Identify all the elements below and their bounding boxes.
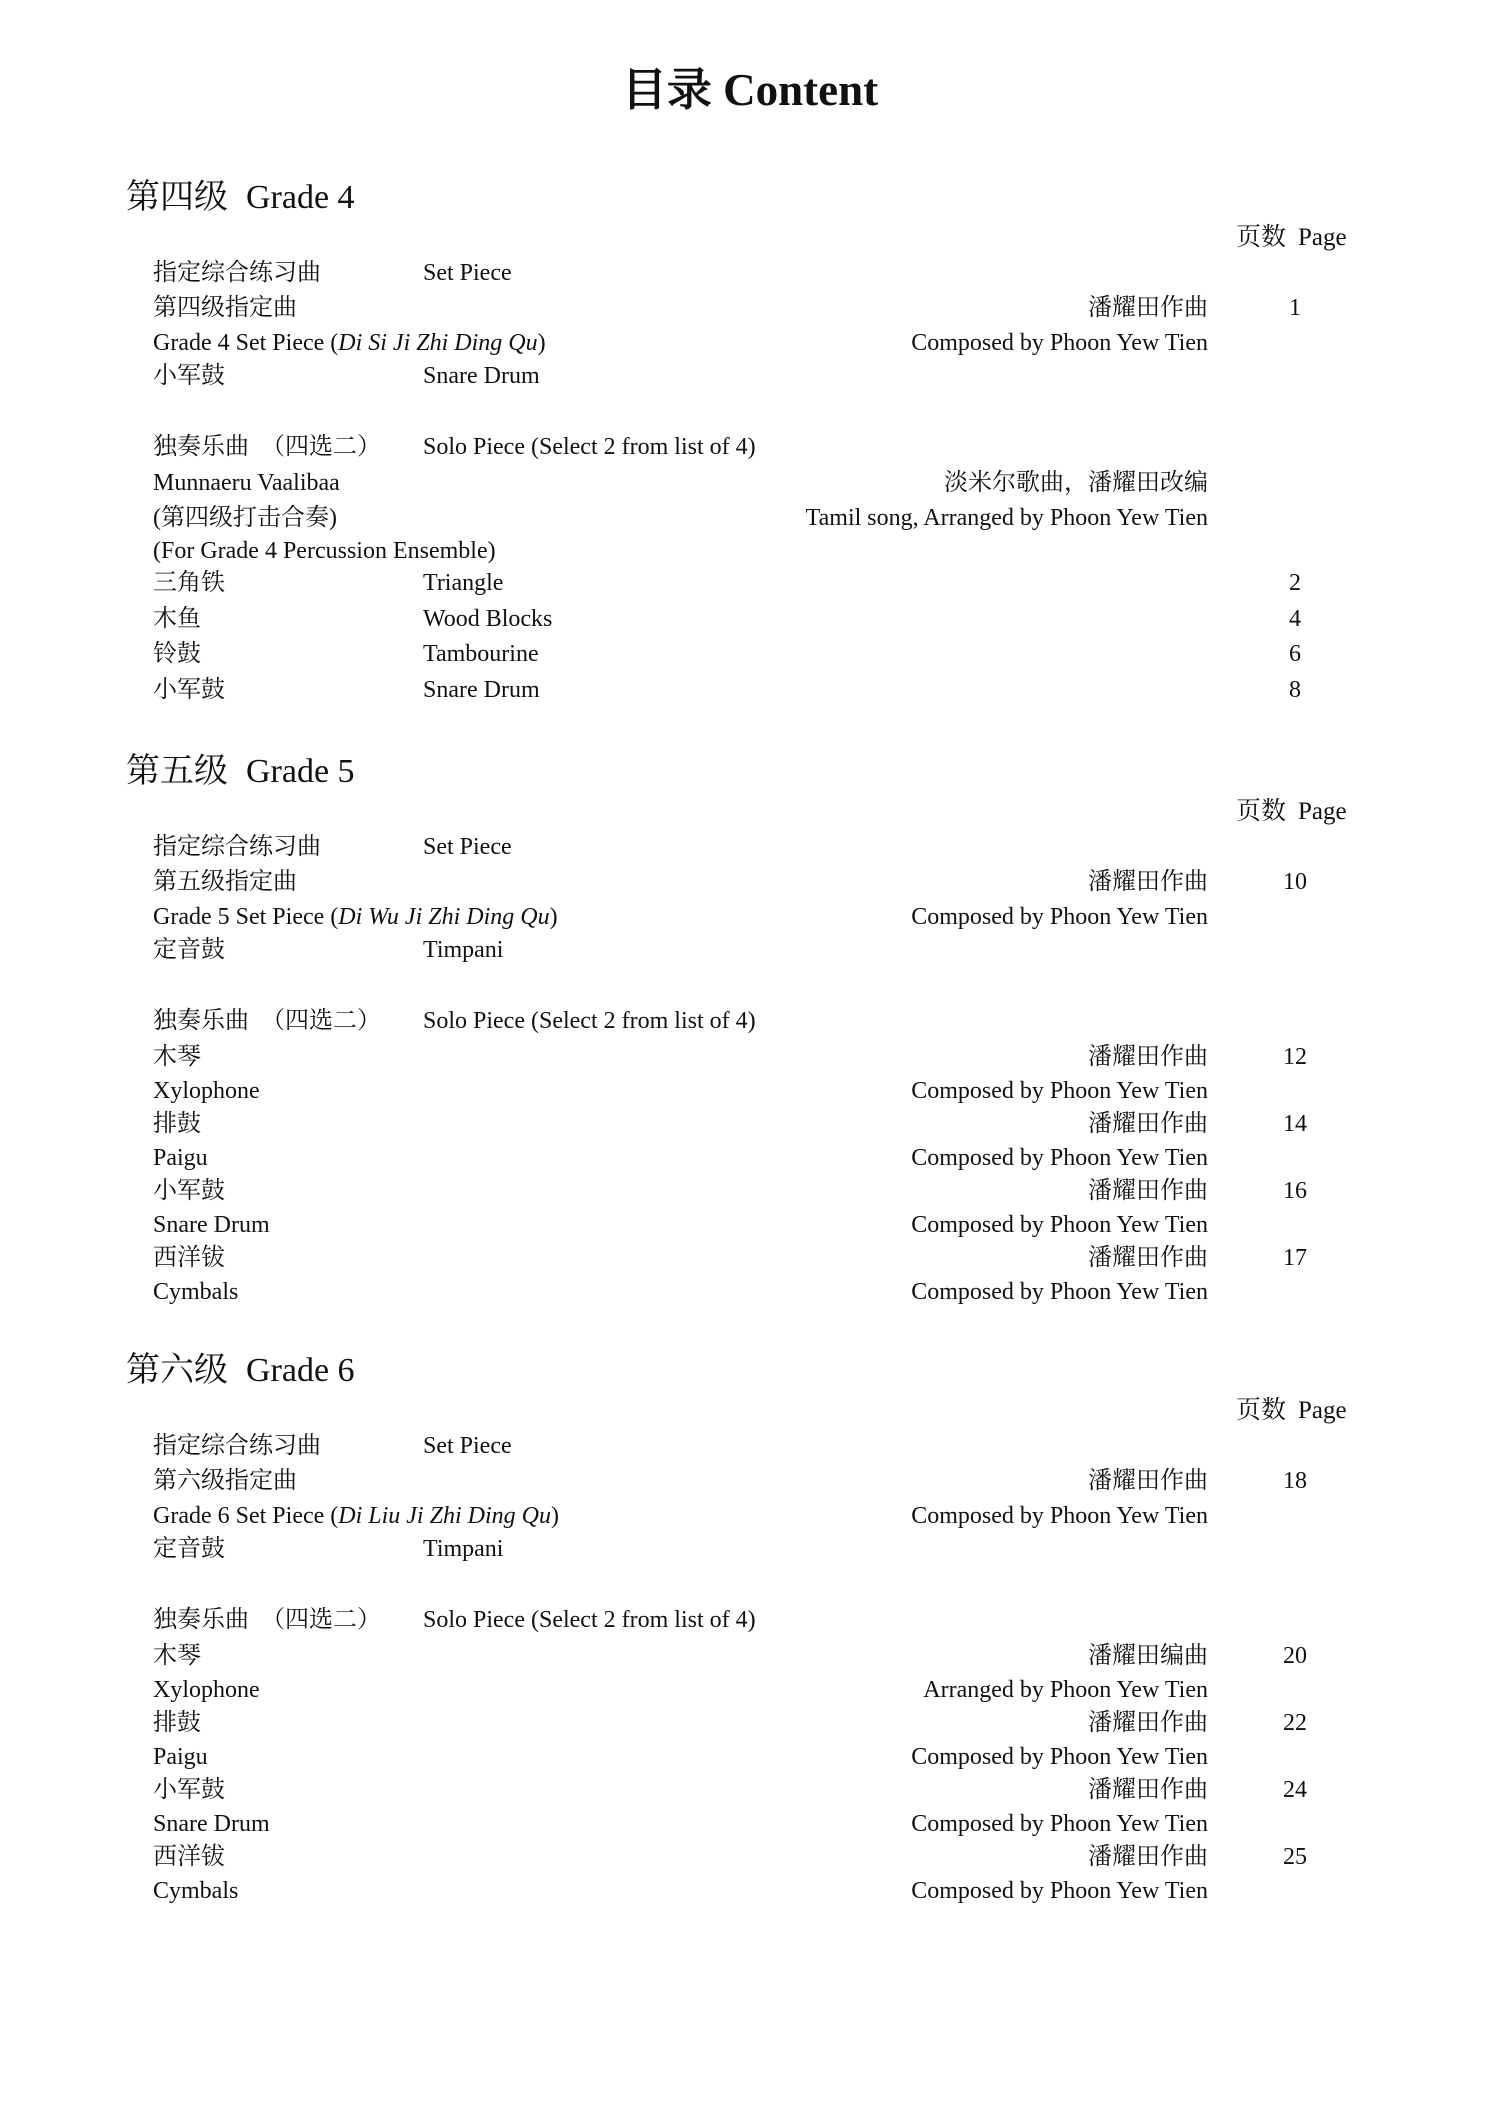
list-item — [0, 1773, 1500, 1807]
list-item — [0, 602, 1500, 636]
composer-en: Composed by Phoon Yew Tien — [911, 1503, 1208, 1529]
set-piece-en-row — [0, 1499, 1500, 1533]
grade-heading-en: Grade 6 — [246, 1352, 355, 1389]
grade-heading-zh: 第四级 — [126, 179, 228, 216]
piece-title-en: Grade 5 Set Piece (Di Wu Ji Zhi Ding Qu) — [153, 904, 558, 930]
grade-heading-en: Grade 5 — [246, 753, 355, 790]
composer-zh: 潘耀田作曲 — [1088, 1710, 1208, 1736]
composer-en: Composed by Phoon Yew Tien — [911, 904, 1208, 930]
list-item — [0, 1040, 1500, 1074]
list-item — [0, 1107, 1500, 1141]
set-piece-label-en: Set Piece — [423, 1433, 512, 1459]
instrument-en: Timpani — [423, 1536, 504, 1562]
page-number: 1 — [1289, 295, 1301, 321]
ensemble-en: (For Grade 4 Percussion Ensemble) — [153, 538, 496, 564]
piece-title-en: Paigu — [153, 1145, 208, 1171]
page-number: 22 — [1283, 1710, 1307, 1736]
grade-heading-zh: 第六级 — [126, 1352, 228, 1389]
page-number: 4 — [1289, 606, 1301, 632]
page-number: 25 — [1283, 1844, 1307, 1870]
piece-title-zh: 排鼓 — [153, 1111, 201, 1137]
set-piece-label-row — [0, 256, 1500, 290]
list-item — [0, 1874, 1500, 1908]
page-header-en: Page — [1298, 1397, 1347, 1424]
piece-title-en: Grade 4 Set Piece (Di Si Ji Zhi Ding Qu) — [153, 330, 546, 356]
page-header-en: Page — [1298, 798, 1347, 825]
set-instrument-row — [0, 1532, 1500, 1566]
set-piece-label-zh: 指定综合练习曲 — [153, 1433, 321, 1459]
piece-title-zh: 西洋钹 — [153, 1844, 225, 1870]
list-item — [0, 1208, 1500, 1242]
set-piece-row — [0, 1464, 1500, 1498]
instrument-en: Wood Blocks — [423, 606, 553, 632]
piece-title-zh: 木琴 — [153, 1044, 201, 1070]
instrument-zh: 小军鼓 — [153, 677, 225, 703]
solo-piece-label-row — [0, 1004, 1500, 1038]
piece-title-zh: 木琴 — [153, 1643, 201, 1669]
page-number: 16 — [1283, 1178, 1307, 1204]
set-piece-label-en: Set Piece — [423, 834, 512, 860]
composer-zh: 潘耀田作曲 — [1088, 1178, 1208, 1204]
composer-zh: 潘耀田编曲 — [1088, 1643, 1208, 1669]
grade-heading — [126, 176, 355, 220]
set-piece-en-row — [0, 900, 1500, 934]
piece-title-zh: 小军鼓 — [153, 1777, 225, 1803]
arranger-en: Tamil song, Arranged by Phoon Yew Tien — [805, 505, 1208, 531]
instrument-zh: 小军鼓 — [153, 363, 225, 389]
composer-zh: 潘耀田作曲 — [1088, 1468, 1208, 1494]
solo-piece-label-en: Solo Piece (Select 2 from list of 4) — [423, 434, 756, 460]
piece-title-zh: 小军鼓 — [153, 1178, 225, 1204]
ensemble-en-row — [0, 534, 1500, 568]
page-column-header — [1236, 222, 1347, 254]
page-header-en: Page — [1298, 224, 1347, 251]
page-number: 8 — [1289, 677, 1301, 703]
list-item — [0, 1241, 1500, 1275]
composer-en: Composed by Phoon Yew Tien — [911, 1212, 1208, 1238]
set-piece-row — [0, 865, 1500, 899]
page-number: 17 — [1283, 1245, 1307, 1271]
piece-title-en: Cymbals — [153, 1279, 239, 1305]
list-item — [0, 1275, 1500, 1309]
set-piece-label-row — [0, 830, 1500, 864]
instrument-zh: 定音鼓 — [153, 937, 225, 963]
list-item — [0, 1639, 1500, 1673]
composer-zh: 潘耀田作曲 — [1088, 869, 1208, 895]
piece-title-zh: 第五级指定曲 — [153, 869, 297, 895]
piece-title-en: Xylophone — [153, 1078, 260, 1104]
piece-title: Munnaeru Vaalibaa — [153, 470, 340, 496]
page-number: 12 — [1283, 1044, 1307, 1070]
page-header-zh: 页数 — [1236, 1397, 1287, 1424]
instrument-zh: 铃鼓 — [153, 641, 201, 667]
composer-en: Composed by Phoon Yew Tien — [911, 1279, 1208, 1305]
composer-en: Composed by Phoon Yew Tien — [911, 1145, 1208, 1171]
solo-piece-label-en: Solo Piece (Select 2 from list of 4) — [423, 1607, 756, 1633]
solo-piece-label-zh: 独奏乐曲 （四选二） — [153, 1607, 381, 1633]
grade-heading-zh: 第五级 — [126, 753, 228, 790]
ensemble-zh: (第四级打击合奏) — [153, 505, 337, 531]
set-piece-label-en: Set Piece — [423, 260, 512, 286]
composer-zh: 潘耀田作曲 — [1088, 1245, 1208, 1271]
page-number: 6 — [1289, 641, 1301, 667]
list-item — [0, 1074, 1500, 1108]
page-column-header — [1236, 796, 1347, 828]
solo-piece-label-en: Solo Piece (Select 2 from list of 4) — [423, 1008, 756, 1034]
solo-piece-label-row — [0, 430, 1500, 464]
list-item — [0, 1174, 1500, 1208]
solo-piece-label-zh: 独奏乐曲 （四选二） — [153, 1008, 381, 1034]
page-header-zh: 页数 — [1236, 224, 1287, 251]
composer-zh: 潘耀田作曲 — [1088, 295, 1208, 321]
page-number: 10 — [1283, 869, 1307, 895]
composer-en: Composed by Phoon Yew Tien — [911, 1744, 1208, 1770]
list-item — [0, 566, 1500, 600]
page-number: 2 — [1289, 570, 1301, 596]
grade-heading — [126, 750, 355, 794]
solo-piece-label-row — [0, 1603, 1500, 1637]
page-number: 20 — [1283, 1643, 1307, 1669]
set-instrument-row — [0, 359, 1500, 393]
arranger-zh: 淡米尔歌曲，潘耀田改编 — [944, 470, 1208, 496]
list-item — [0, 1673, 1500, 1707]
piece-title-en: Paigu — [153, 1744, 208, 1770]
solo-piece-label-zh: 独奏乐曲 （四选二） — [153, 434, 381, 460]
grade-heading-en: Grade 4 — [246, 179, 355, 216]
set-piece-en-row — [0, 326, 1500, 360]
instrument-en: Timpani — [423, 937, 504, 963]
instrument-zh: 定音鼓 — [153, 1536, 225, 1562]
composer-en: Composed by Phoon Yew Tien — [911, 330, 1208, 356]
piece-title-zh: 第六级指定曲 — [153, 1468, 297, 1494]
composer-en: Arranged by Phoon Yew Tien — [923, 1677, 1208, 1703]
set-piece-label-zh: 指定综合练习曲 — [153, 834, 321, 860]
page-header-zh: 页数 — [1236, 798, 1287, 825]
piece-title-zh: 排鼓 — [153, 1710, 201, 1736]
piece-title-en: Grade 6 Set Piece (Di Liu Ji Zhi Ding Qu) — [153, 1503, 559, 1529]
list-item — [0, 1840, 1500, 1874]
piece-title-en: Snare Drum — [153, 1212, 270, 1238]
instrument-en: Tambourine — [423, 641, 539, 667]
composer-zh: 潘耀田作曲 — [1088, 1844, 1208, 1870]
set-instrument-row — [0, 933, 1500, 967]
ensemble-piece-row — [0, 466, 1500, 500]
composer-en: Composed by Phoon Yew Tien — [911, 1811, 1208, 1837]
piece-title-en: Xylophone — [153, 1677, 260, 1703]
set-piece-row — [0, 291, 1500, 325]
page-column-header — [1236, 1395, 1347, 1427]
list-item — [0, 1740, 1500, 1774]
instrument-zh: 三角铁 — [153, 570, 225, 596]
set-piece-label-row — [0, 1429, 1500, 1463]
composer-en: Composed by Phoon Yew Tien — [911, 1078, 1208, 1104]
piece-title-en: Snare Drum — [153, 1811, 270, 1837]
composer-zh: 潘耀田作曲 — [1088, 1044, 1208, 1070]
instrument-en: Snare Drum — [423, 363, 540, 389]
ensemble-info-row — [0, 501, 1500, 535]
grade-heading — [126, 1349, 355, 1393]
composer-zh: 潘耀田作曲 — [1088, 1777, 1208, 1803]
page-number: 14 — [1283, 1111, 1307, 1137]
instrument-zh: 木鱼 — [153, 606, 201, 632]
list-item — [0, 1807, 1500, 1841]
piece-title-zh: 第四级指定曲 — [153, 295, 297, 321]
page-number: 18 — [1283, 1468, 1307, 1494]
instrument-en: Triangle — [423, 570, 504, 596]
composer-zh: 潘耀田作曲 — [1088, 1111, 1208, 1137]
piece-title-en: Cymbals — [153, 1878, 239, 1904]
set-piece-label-zh: 指定综合练习曲 — [153, 260, 321, 286]
list-item — [0, 637, 1500, 671]
page-number: 24 — [1283, 1777, 1307, 1803]
piece-title-zh: 西洋钹 — [153, 1245, 225, 1271]
list-item — [0, 673, 1500, 707]
list-item — [0, 1141, 1500, 1175]
page-title: 目录 Content — [621, 65, 879, 115]
composer-en: Composed by Phoon Yew Tien — [911, 1878, 1208, 1904]
list-item — [0, 1706, 1500, 1740]
instrument-en: Snare Drum — [423, 677, 540, 703]
